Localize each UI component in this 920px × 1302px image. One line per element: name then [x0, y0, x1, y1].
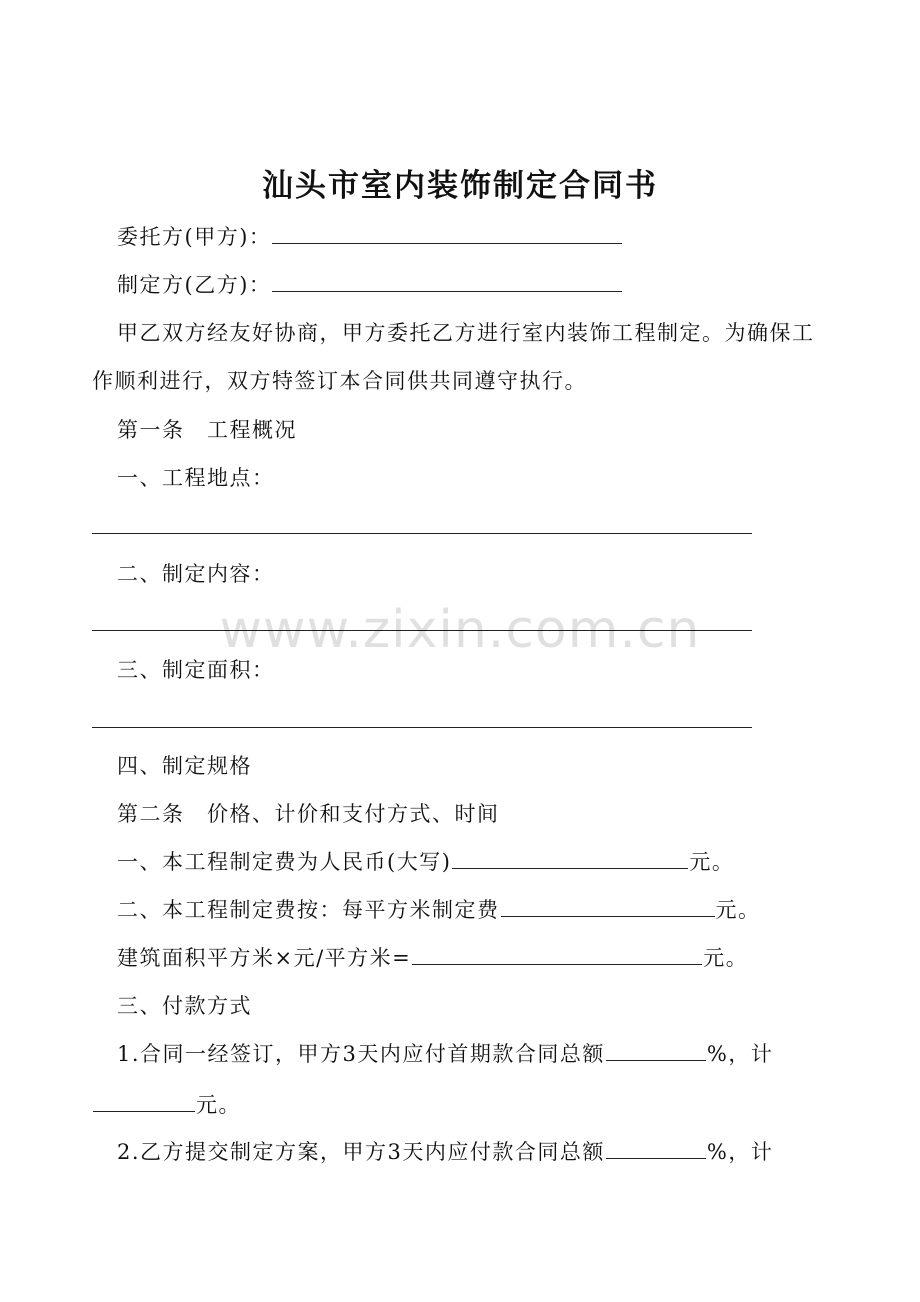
- pay-1-amount-blank[interactable]: [93, 1091, 195, 1112]
- pay-2-suffix: %，计: [706, 1140, 774, 1164]
- fee-1-blank[interactable]: [452, 848, 688, 869]
- design-content-label: 二、制定内容：: [117, 562, 275, 586]
- party-a-blank[interactable]: [272, 223, 622, 244]
- pay-1-cont-suffix: 元。: [196, 1093, 241, 1117]
- party-b-blank[interactable]: [272, 271, 622, 292]
- design-area-label: 三、制定面积：: [117, 658, 275, 682]
- pay-2-prefix: 2.乙方提交制定方案，甲方3天内应付款合同总额: [117, 1140, 605, 1164]
- fee-3-suffix: 元。: [703, 946, 749, 970]
- watermark: www.zixin.com.cn: [219, 600, 701, 660]
- fee-line-1: [117, 847, 734, 877]
- document-title: 汕头市室内装饰制定合同书: [262, 168, 658, 204]
- fee-2-suffix: 元。: [715, 898, 761, 922]
- article-1-heading: 第一条 工程概况: [117, 418, 297, 442]
- project-location-blank[interactable]: [92, 533, 752, 534]
- fee-1-suffix: 元。: [689, 850, 735, 874]
- pay-1-suffix: %，计: [706, 1042, 774, 1066]
- fee-1-prefix: 一、本工程制定费为人民币(大写): [117, 850, 452, 874]
- payment-line-2: [117, 1137, 773, 1167]
- project-location-label: 一、工程地点：: [117, 466, 275, 490]
- fee-line-2: [117, 895, 761, 925]
- design-area-blank[interactable]: [92, 727, 752, 728]
- pay-1-percent-blank[interactable]: [606, 1040, 706, 1061]
- payment-line-1: [117, 1039, 773, 1069]
- fee-2-blank[interactable]: [501, 896, 715, 917]
- fee-line-3: [117, 943, 748, 973]
- intro-line-2: 作顺利进行，双方特签订本合同供共同遵守执行。: [92, 369, 587, 393]
- party-a-label: 委托方(甲方)：: [117, 225, 272, 249]
- party-a-line: [117, 222, 623, 252]
- intro-line-1: 甲乙双方经友好协商，甲方委托乙方进行室内装饰工程制定。为确保工: [117, 321, 815, 345]
- fee-2-prefix: 二、本工程制定费按：每平方米制定费: [117, 898, 500, 922]
- party-b-line: [117, 270, 623, 300]
- payment-line-1-cont: [92, 1090, 241, 1120]
- payment-heading: 三、付款方式: [117, 994, 252, 1018]
- design-spec-label: 四、制定规格: [117, 754, 252, 778]
- fee-3-prefix: 建筑面积平方米×元/平方米=: [117, 946, 412, 970]
- article-2-heading: 第二条 价格、计价和支付方式、时间: [117, 802, 500, 826]
- fee-3-blank[interactable]: [412, 944, 702, 965]
- party-b-label: 制定方(乙方)：: [117, 273, 272, 297]
- pay-1-prefix: 1.合同一经签订，甲方3天内应付首期款合同总额: [117, 1042, 605, 1066]
- design-content-blank[interactable]: [92, 630, 752, 631]
- pay-2-percent-blank[interactable]: [606, 1138, 706, 1159]
